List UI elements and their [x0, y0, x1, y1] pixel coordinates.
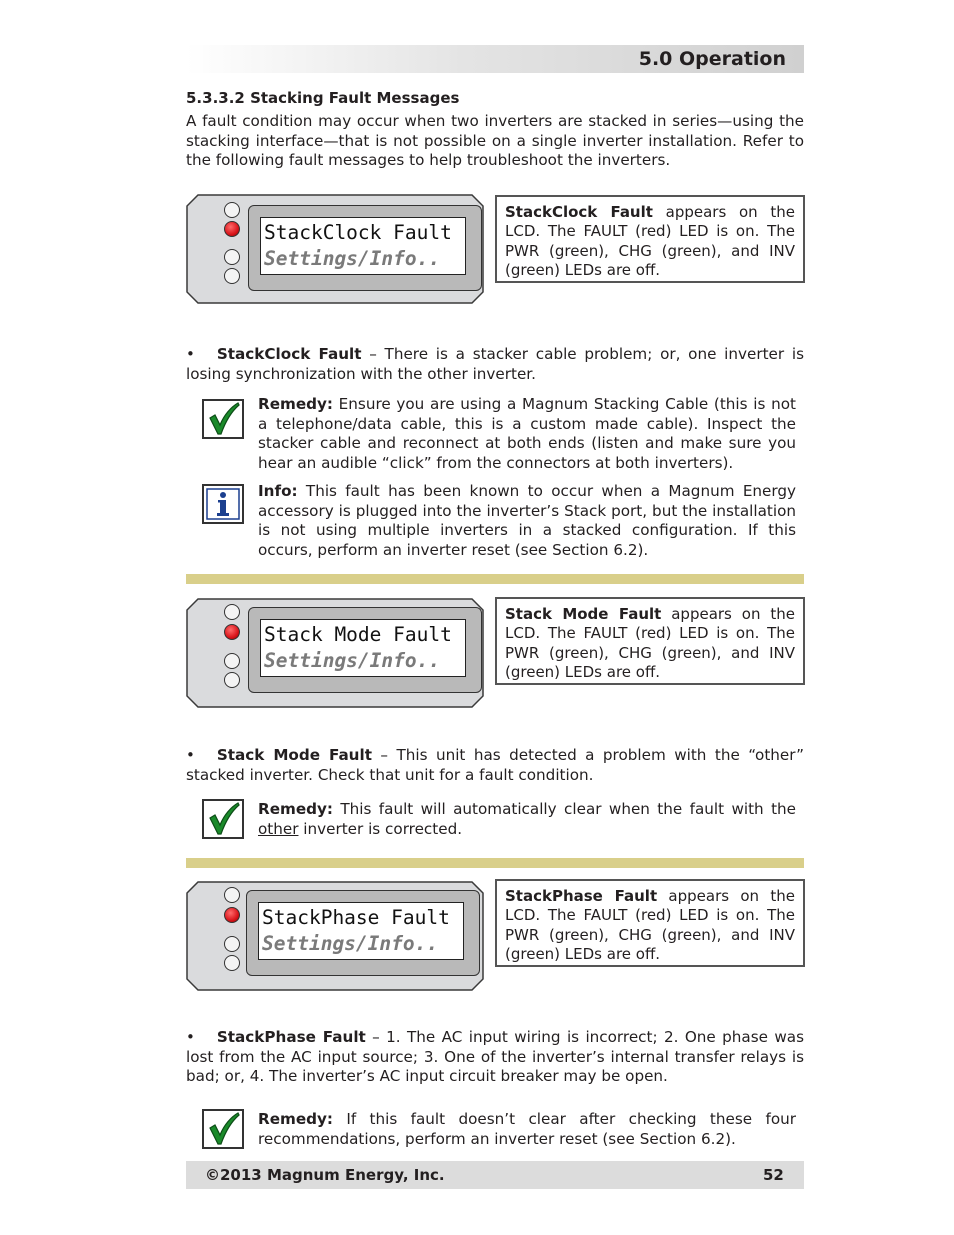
lcd-line-1: StackClock Fault [264, 221, 452, 244]
checkmark-icon [202, 399, 244, 439]
fault-led [224, 907, 240, 923]
bullet-text: – There is a stacker cable problem; or, one inverter is losing synchronization with the other inverter. [186, 345, 804, 383]
fault-name: StackPhase Fault [505, 887, 658, 905]
remedy-text: Ensure you are using a Magnum Stacking Cable (this is not a telephone/data cable, this is a custom made cable). Inspect the stacker cable and reconnect at both ends (listen and make sure you hear an audible “click” from the connectors at both inverters). [258, 395, 796, 472]
bullet-item [186, 345, 804, 384]
screen-bezel [246, 890, 480, 976]
remedy-note [258, 395, 796, 473]
fault-description: appears on the LCD. The FAULT (red) LED is on. The PWR (green), CHG (green), and INV (green) LEDs are off. [505, 203, 795, 279]
info-text: This fault has been known to occur when a Magnum Energy accessory is plugged into the inverter’s Stack port, but the installation is not using multiple inverters in a stacked configuration. If this occurs, perform an inverter reset (see Section 6.2). [258, 482, 796, 559]
fault-description-box [495, 195, 805, 283]
lcd-screen [260, 619, 466, 677]
remedy-text: This fault will automatically clear when the fault with the [332, 800, 796, 818]
lcd-line-2: Settings/Info.. [262, 932, 439, 955]
bullet-item [186, 746, 804, 785]
pwr-led [224, 202, 240, 218]
fault-description-box [495, 879, 805, 967]
bullet-title: Stack Mode Fault [216, 746, 372, 764]
info-note [258, 482, 796, 560]
bullet-title: StackPhase Fault [216, 1028, 366, 1046]
bullet-text: – 1. The AC input wiring is incorrect; 2. One phase was lost from the AC input source; 3. One of the inverter’s internal transfer relays is bad; or, 4. The inverter’s AC input circuit breaker may be open. [186, 1028, 804, 1085]
bullet-item [186, 1028, 804, 1087]
section-divider [186, 574, 804, 584]
remedy-note [258, 1110, 796, 1149]
chg-led [224, 653, 240, 669]
page-number: 52 [763, 1166, 784, 1184]
checkmark-icon [202, 1109, 244, 1149]
pwr-led [224, 887, 240, 903]
chg-led [224, 936, 240, 952]
remedy-label: Remedy: [258, 395, 333, 413]
remedy-text-end: inverter is corrected. [298, 819, 463, 838]
fault-led [224, 624, 240, 640]
lcd-line-1: Stack Mode Fault [264, 623, 452, 646]
bullet-dot: • [186, 1028, 195, 1046]
fault-description: appears on the LCD. The FAULT (red) LED is on. The PWR (green), CHG (green), and INV (green) LEDs are off. [505, 605, 796, 681]
lcd-screen [260, 217, 466, 275]
remedy-label: Remedy: [258, 1110, 333, 1128]
fault-description-box [495, 597, 805, 685]
chg-led [224, 249, 240, 265]
info-icon [202, 484, 244, 524]
screen-bezel [248, 205, 482, 291]
bullet-text: – This unit has detected a problem with the “other” stacked inverter. Check that unit for a fault condition. [186, 746, 804, 784]
lcd-line-1: StackPhase Fault [262, 906, 450, 929]
screen-bezel [248, 607, 482, 693]
bullet-title: StackClock Fault [216, 345, 362, 363]
lcd-screen [258, 902, 464, 960]
section-divider [186, 858, 804, 868]
remedy-emphasis: other [258, 819, 299, 838]
lcd-line-2: Settings/Info.. [264, 247, 441, 270]
fault-description: appears on the LCD. The FAULT (red) LED is on. The PWR (green), CHG (green), and INV (green) LEDs are off. [505, 887, 795, 963]
lcd-display-panel [186, 881, 484, 991]
remedy-note [258, 800, 796, 839]
bullet-dot: • [186, 345, 195, 363]
section-heading: 5.3.3.2 Stacking Fault Messages [186, 89, 460, 107]
chapter-title: 5.0 Operation [638, 48, 786, 70]
bullet-dot: • [186, 746, 195, 764]
inv-led [224, 672, 240, 688]
inv-led [224, 268, 240, 284]
footer-copyright: ©2013 Magnum Energy, Inc. [205, 1166, 445, 1184]
fault-name: StackClock Fault [505, 203, 653, 221]
fault-led [224, 221, 240, 237]
lcd-line-2: Settings/Info.. [264, 649, 441, 672]
remedy-text: If this fault doesn’t clear after checking these four recommendations, perform an inverter reset (see Section 6.2). [258, 1110, 796, 1148]
fault-name: Stack Mode Fault [505, 605, 662, 623]
lcd-display-panel [186, 194, 484, 304]
pwr-led [224, 604, 240, 620]
checkmark-icon [202, 799, 244, 839]
inv-led [224, 955, 240, 971]
intro-paragraph: A fault condition may occur when two inverters are stacked in series—using the stacking interface—that is not possible on a single inverter installation. Refer to the following fault messages to help troubleshoot the inverters. [186, 112, 804, 169]
remedy-label: Remedy: [258, 800, 333, 818]
info-label: Info: [258, 482, 298, 500]
lcd-display-panel [186, 598, 484, 708]
